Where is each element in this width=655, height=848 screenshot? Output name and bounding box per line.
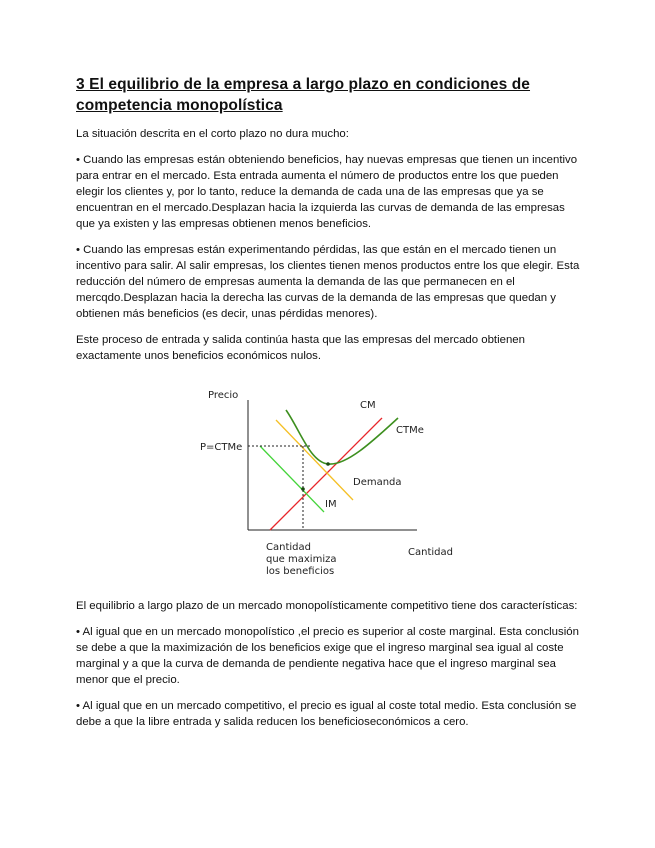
demand-curve bbox=[276, 420, 353, 500]
process-paragraph: Este proceso de entrada y salida continúa hasta que las empresas del mercado obtienen exactamente unos beneficios económicos nulos. bbox=[76, 334, 525, 362]
document-page bbox=[76, 74, 580, 374]
section-heading bbox=[76, 74, 580, 116]
im-label: IM bbox=[325, 499, 337, 510]
document-lower bbox=[76, 598, 580, 740]
heading-line-1: 3 El equilibrio de la empresa a largo plazo en condiciones de bbox=[76, 76, 531, 93]
bullet-entry-paragraph: • Cuando las empresas están obteniendo beneficios, hay nuevas empresas que tienen un incentivo para entrar en el mercado. Esta entrada aumenta el número de productos entre los que pueden elegir los clientes y, por lo tanto, reduce la demanda de cada una de las empresas que ya se encuentran en el mercado.Desplazan hacia la izquierda las curvas de demanda de las empresas que ya existen y las empresas obtienen menos beneficios. bbox=[76, 154, 578, 230]
demand-label: Demanda bbox=[353, 477, 402, 488]
equilibrium-intro-paragraph: El equilibrio a largo plazo de un mercado monopolísticamente competitivo tiene dos características: bbox=[76, 600, 578, 612]
heading-line-2: competencia monopolística bbox=[76, 97, 283, 114]
price-label: P=CTMe bbox=[200, 442, 243, 453]
bullet-price-above-cm-paragraph: • Al igual que en un mercado monopolístico ,el precio es superior al coste marginal. Esta conclusión se debe a que la maximización de los beneficios exige que el ingreso marginal sea igual al coste marginal y a que la curva de demanda de pendiente negativa hace que el ingreso marginal sea menor que el precio. bbox=[76, 626, 579, 686]
quantity-label-line-3: los beneficios bbox=[266, 566, 335, 577]
x-axis-label: Cantidad bbox=[408, 547, 453, 558]
y-axis-label: Precio bbox=[208, 390, 239, 401]
cm-im-intersection-point bbox=[301, 487, 305, 491]
quantity-label-line-2: que maximiza bbox=[266, 554, 337, 565]
quantity-label-line-1: Cantidad bbox=[266, 542, 311, 553]
bullet-exit-paragraph: • Cuando las empresas están experimentando pérdidas, las que están en el mercado tienen un incentivo para salir. Al salir empresas, los clientes tienen menos productos entre los que elegir. Esta reducción del número de empresas aumenta la demanda de las que permanecen en el mercqdo.Desplazan hacia la derecha las curvas de la demanda de las empresas que quedan y obtienen más beneficios (es decir, unas pérdidas menores). bbox=[76, 244, 580, 320]
intro-paragraph: La situación descrita en el corto plazo no dura mucho: bbox=[76, 128, 349, 140]
equilibrium-diagram bbox=[120, 380, 453, 590]
ctme-label: CTMe bbox=[396, 425, 424, 436]
equilibrium-diagram-svg bbox=[120, 380, 453, 590]
tangency-point bbox=[326, 462, 330, 466]
bullet-price-equals-ctme-paragraph: • Al igual que en un mercado competitivo, el precio es igual al coste total medio. Esta conclusión se debe a que la libre entrada y salida reducen los beneficioseconómicos a cero. bbox=[76, 700, 577, 728]
cm-label: CM bbox=[360, 400, 376, 411]
